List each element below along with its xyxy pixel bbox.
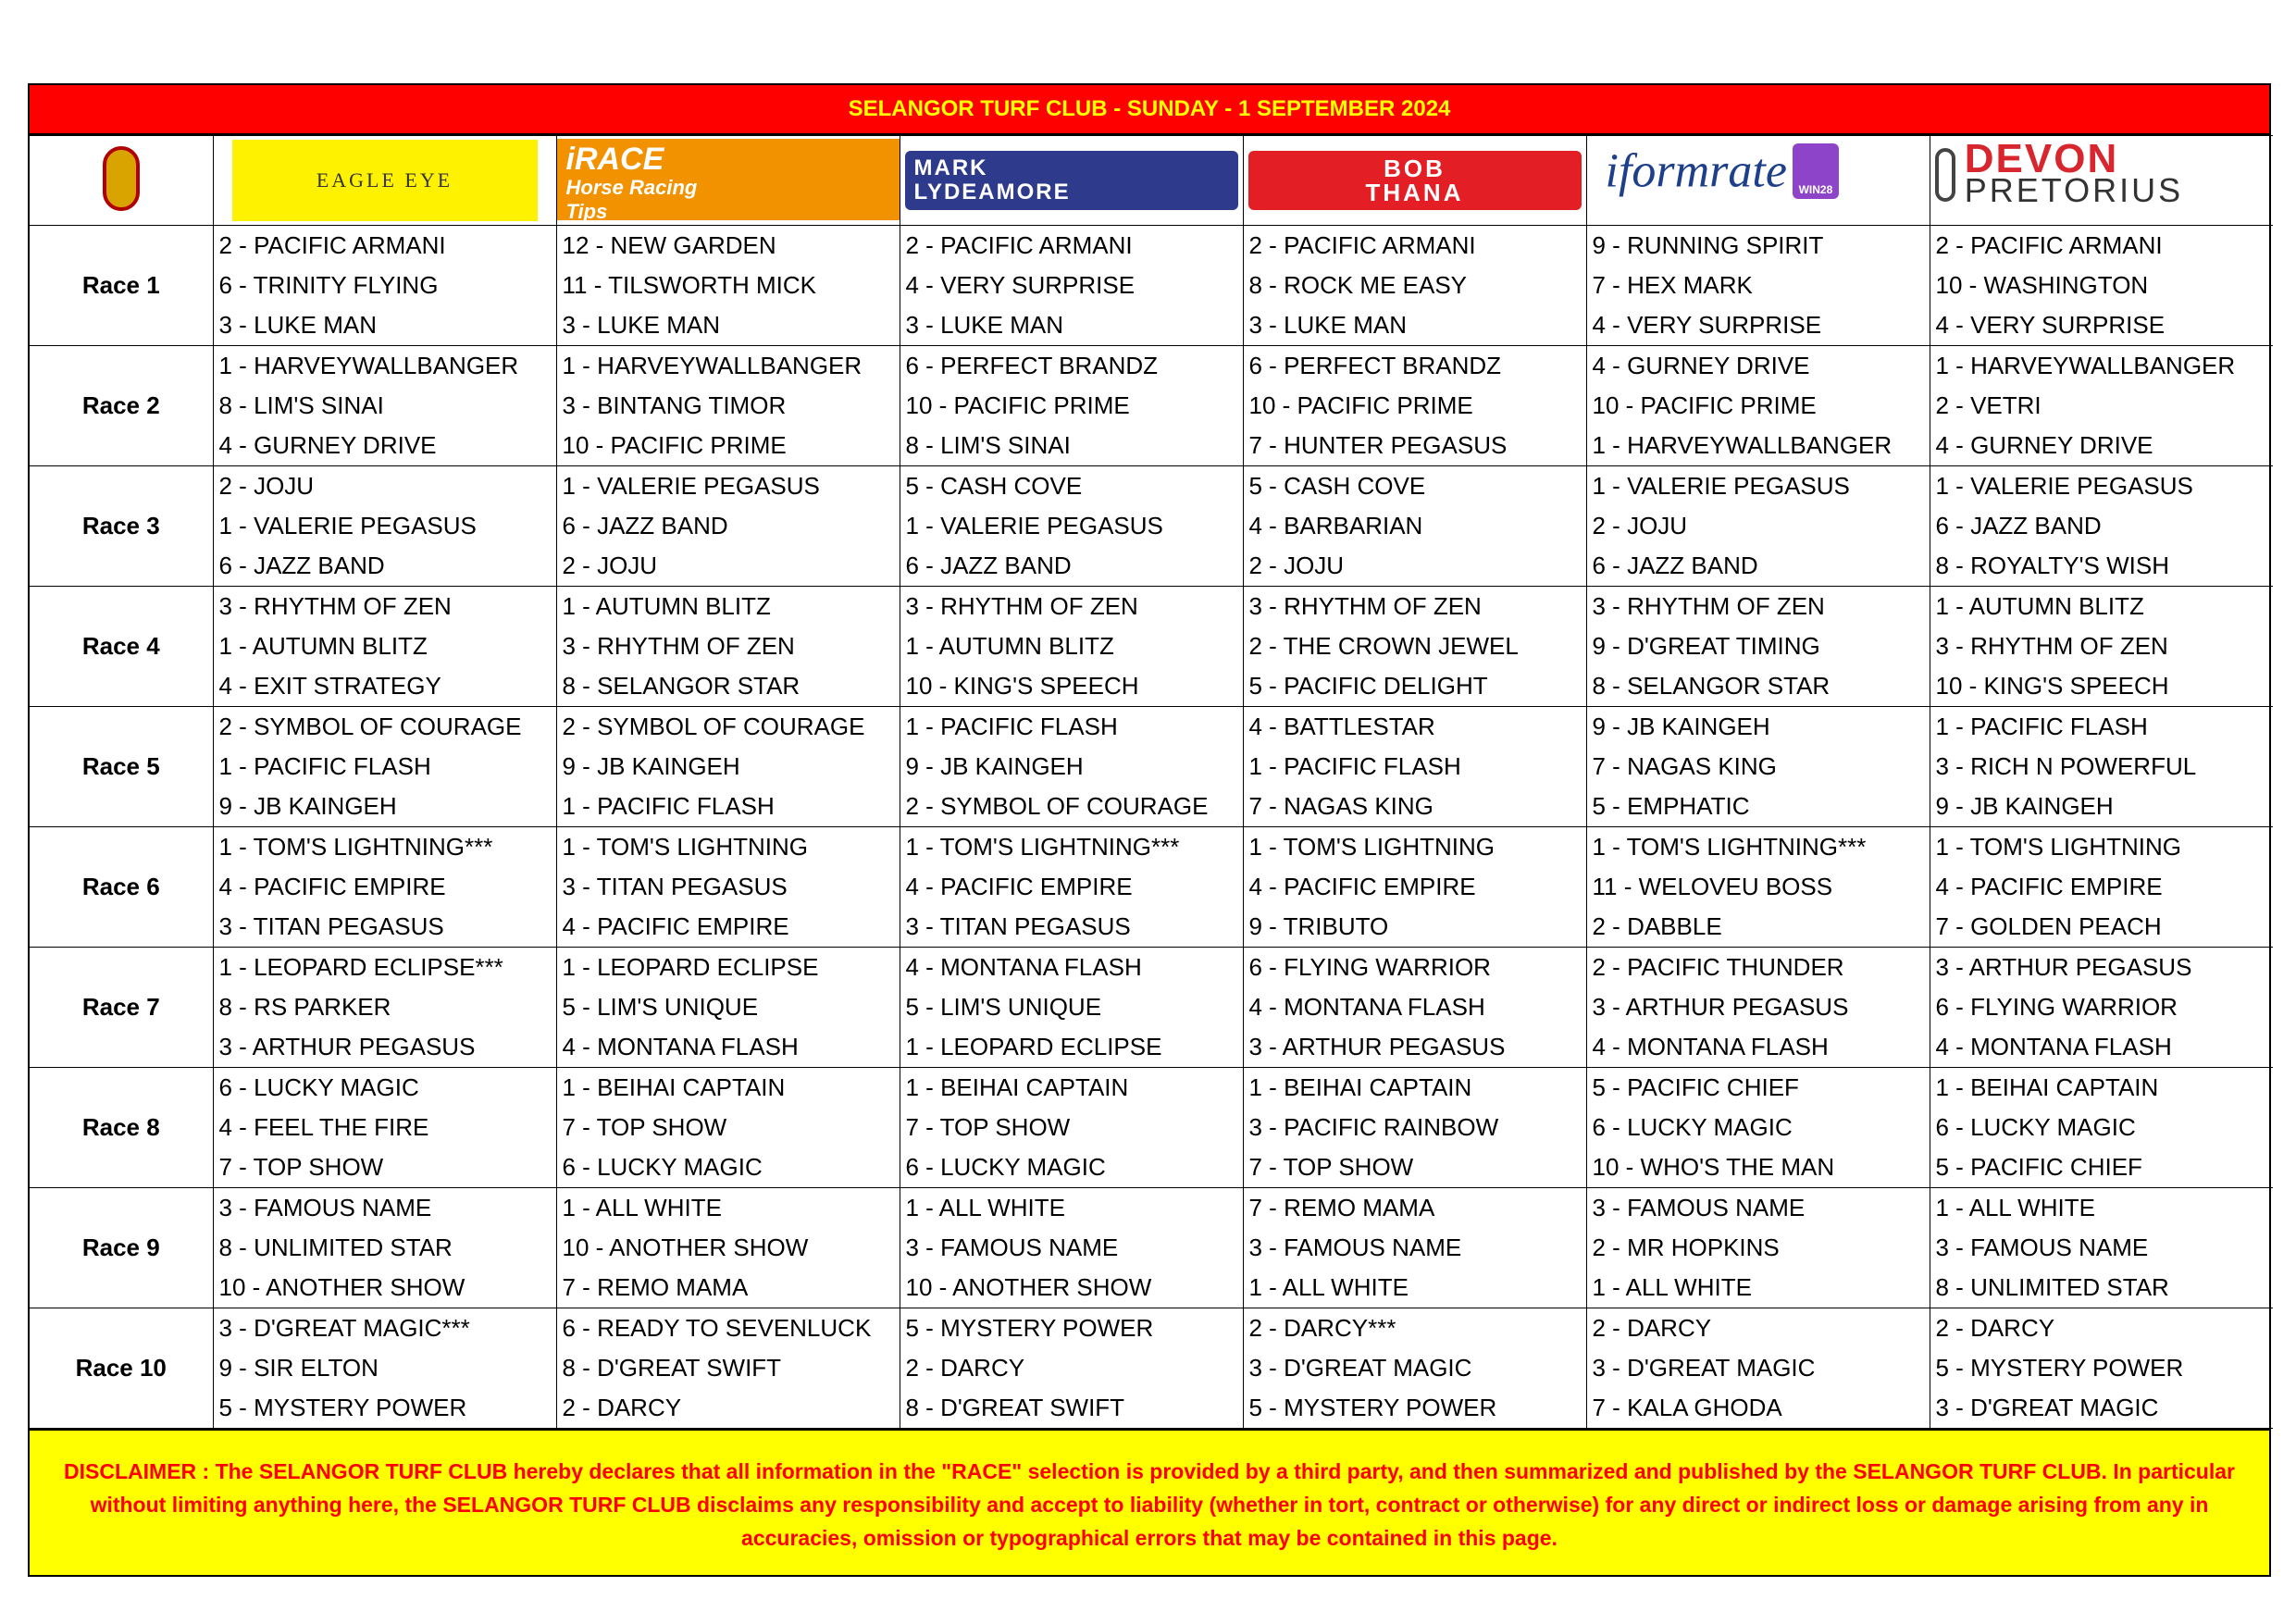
horse-pick: 4 - PACIFIC EMPIRE (218, 873, 446, 900)
horse-pick: 7 - REMO MAMA (562, 1273, 749, 1301)
horse-pick: 5 - MYSTERY POWER (905, 1314, 1154, 1342)
tipster-selection-cell (213, 1188, 556, 1308)
race-row (30, 707, 2273, 827)
horse-pick: 3 - ARTHUR PEGASUS (1592, 993, 1849, 1021)
horse-pick: 3 - ARTHUR PEGASUS (1248, 1033, 1506, 1060)
horse-pick: 4 - MONTANA FLASH (1592, 1033, 1829, 1060)
race-row (30, 466, 2273, 587)
tipster-selection-cell (1930, 827, 2273, 948)
race-label: Race 8 (30, 1068, 213, 1188)
horse-pick: 6 - LUCKY MAGIC (218, 1073, 419, 1101)
horse-pick: 9 - JB KAINGEH (218, 792, 397, 820)
horse-pick: 4 - BATTLESTAR (1248, 713, 1435, 740)
tips-table (30, 135, 2273, 1429)
tipster-selection-cell (1930, 346, 2273, 466)
horse-pick: 1 - TOM'S LIGHTNING (1248, 833, 1495, 861)
horse-pick: 1 - AUTUMN BLITZ (562, 592, 771, 620)
horse-pick: 3 - FAMOUS NAME (905, 1233, 1119, 1261)
eagle-eye-logo-cell (213, 136, 556, 226)
horse-pick: 1 - ALL WHITE (1248, 1273, 1409, 1301)
tipster-selection-cell (1243, 466, 1586, 587)
horse-pick: 5 - LIM'S UNIQUE (562, 993, 759, 1021)
horse-pick: 12 - NEW GARDEN (562, 231, 776, 259)
irace-logo (557, 139, 900, 223)
horse-pick: 5 - PACIFIC DELIGHT (1248, 672, 1488, 700)
horse-pick: 7 - HEX MARK (1592, 271, 1753, 299)
tipster-selection-cell (1586, 1308, 1930, 1429)
horse-pick: 8 - D'GREAT SWIFT (905, 1394, 1125, 1421)
horse-pick: 9 - SIR ELTON (218, 1354, 379, 1382)
horse-pick: 6 - LUCKY MAGIC (905, 1153, 1106, 1181)
tipster-selection-cell (556, 707, 900, 827)
horse-pick: 6 - LUCKY MAGIC (1592, 1113, 1793, 1141)
horse-pick: 5 - MYSTERY POWER (218, 1394, 467, 1421)
horse-pick: 1 - AUTUMN BLITZ (905, 632, 1114, 660)
race-row (30, 827, 2273, 948)
horse-pick: 7 - KALA GHODA (1592, 1394, 1782, 1421)
horse-pick: 1 - VALERIE PEGASUS (562, 472, 820, 500)
horse-pick: 3 - FAMOUS NAME (218, 1194, 432, 1221)
race-label: Race 2 (30, 346, 213, 466)
horse-pick: 8 - LIM'S SINAI (905, 431, 1071, 459)
horse-pick: 6 - FLYING WARRIOR (1248, 953, 1491, 981)
horse-pick: 4 - EXIT STRATEGY (218, 672, 441, 700)
horse-pick: 1 - TOM'S LIGHTNING (1935, 833, 2181, 861)
race-label: Race 1 (30, 226, 213, 346)
horse-pick: 3 - PACIFIC RAINBOW (1248, 1113, 1499, 1141)
horse-pick: 9 - JB KAINGEH (562, 752, 740, 780)
horse-pick: 1 - PACIFIC FLASH (905, 713, 1118, 740)
tipster-selection-cell (1930, 466, 2273, 587)
tipster-selection-cell (213, 1308, 556, 1429)
tipster-selection-cell (900, 1068, 1243, 1188)
race-label: Race 5 (30, 707, 213, 827)
horse-pick: 9 - D'GREAT TIMING (1592, 632, 1820, 660)
horse-pick: 9 - JB KAINGEH (905, 752, 1084, 780)
horse-pick: 1 - VALERIE PEGASUS (1935, 472, 2193, 500)
iformrate-logo-cell (1586, 136, 1930, 226)
horse-pick: 1 - ALL WHITE (1935, 1194, 2095, 1221)
horse-pick: 5 - PACIFIC CHIEF (1592, 1073, 1799, 1101)
tipster-selection-cell (1243, 1188, 1586, 1308)
horse-pick: 8 - UNLIMITED STAR (218, 1233, 453, 1261)
horse-pick: 2 - JOJU (218, 472, 315, 500)
horse-pick: 2 - PACIFIC THUNDER (1592, 953, 1844, 981)
horse-pick: 1 - PACIFIC FLASH (1248, 752, 1461, 780)
horse-pick: 1 - TOM'S LIGHTNING*** (1592, 833, 1867, 861)
horse-pick: 10 - ANOTHER SHOW (905, 1273, 1152, 1301)
tipster-selection-cell (1586, 827, 1930, 948)
horse-pick: 3 - LUKE MAN (905, 311, 1063, 339)
horse-pick: 11 - TILSWORTH MICK (562, 271, 816, 299)
horse-pick: 2 - PACIFIC ARMANI (905, 231, 1133, 259)
tipster-selection-cell (556, 1308, 900, 1429)
mark-logo-line1: MARK (913, 155, 988, 180)
devon-logo-line1: DEVON (1964, 136, 2119, 181)
horse-pick: 3 - FAMOUS NAME (1248, 1233, 1462, 1261)
tipster-selection-cell (213, 827, 556, 948)
tipster-selection-cell (1930, 948, 2273, 1068)
horse-pick: 6 - LUCKY MAGIC (562, 1153, 763, 1181)
tipster-selection-cell (1930, 1068, 2273, 1188)
horse-pick: 8 - SELANGOR STAR (1592, 672, 1831, 700)
horse-pick: 4 - VERY SURPRISE (1935, 311, 2166, 339)
tipster-selection-cell (213, 707, 556, 827)
horse-pick: 1 - AUTUMN BLITZ (1935, 592, 2144, 620)
horse-pick: 1 - HARVEYWALLBANGER (218, 352, 519, 379)
tipster-selection-cell (556, 587, 900, 707)
horse-pick: 1 - HARVEYWALLBANGER (1935, 352, 2236, 379)
horse-pick: 7 - GOLDEN PEACH (1935, 912, 2162, 940)
tipster-selection-cell (1930, 1308, 2273, 1429)
tipster-selection-cell (900, 948, 1243, 1068)
horse-pick: 3 - RHYTHM OF ZEN (218, 592, 452, 620)
horse-pick: 7 - NAGAS KING (1248, 792, 1433, 820)
race-rows (30, 226, 2273, 1429)
horse-pick: 3 - D'GREAT MAGIC*** (218, 1314, 470, 1342)
horse-pick: 1 - PACIFIC FLASH (562, 792, 775, 820)
horse-pick: 6 - JAZZ BAND (218, 552, 385, 579)
horse-pick: 4 - MONTANA FLASH (1935, 1033, 2172, 1060)
horse-pick: 3 - LUKE MAN (1248, 311, 1407, 339)
horse-pick: 10 - KING'S SPEECH (1935, 672, 2169, 700)
club-logo-cell (30, 136, 213, 226)
horse-pick: 3 - TITAN PEGASUS (218, 912, 444, 940)
tipster-selection-cell (1586, 707, 1930, 827)
tipster-selection-cell (1930, 226, 2273, 346)
horse-pick: 2 - DARCY (905, 1354, 1025, 1382)
bob-thana-logo (1248, 151, 1582, 210)
tipster-selection-cell (213, 587, 556, 707)
horse-pick: 10 - KING'S SPEECH (905, 672, 1139, 700)
horse-pick: 1 - LEOPARD ECLIPSE (562, 953, 819, 981)
horse-pick: 8 - RS PARKER (218, 993, 391, 1021)
horse-pick: 3 - FAMOUS NAME (1592, 1194, 1806, 1221)
mark-logo-line2: LYDEAMORE (913, 180, 1071, 205)
horse-pick: 8 - LIM'S SINAI (218, 391, 384, 419)
horse-pick: 7 - TOP SHOW (218, 1153, 384, 1181)
horse-pick: 7 - HUNTER PEGASUS (1248, 431, 1508, 459)
horse-pick: 5 - MYSTERY POWER (1935, 1354, 2184, 1382)
tipster-selection-cell (1586, 587, 1930, 707)
horse-pick: 3 - LUKE MAN (562, 311, 720, 339)
tipster-selection-cell (556, 948, 900, 1068)
horse-pick: 2 - PACIFIC ARMANI (218, 231, 446, 259)
horse-pick: 4 - MONTANA FLASH (905, 953, 1142, 981)
horse-pick: 1 - LEOPARD ECLIPSE (905, 1033, 1162, 1060)
tipster-selection-cell (900, 707, 1243, 827)
horse-pick: 7 - REMO MAMA (1248, 1194, 1435, 1221)
tipster-selection-cell (1243, 948, 1586, 1068)
horse-pick: 10 - ANOTHER SHOW (218, 1273, 465, 1301)
horse-pick: 1 - BEIHAI CAPTAIN (562, 1073, 786, 1101)
horse-pick: 5 - CASH COVE (1248, 472, 1426, 500)
horse-pick: 3 - RICH N POWERFUL (1935, 752, 2197, 780)
horse-pick: 4 - PACIFIC EMPIRE (1248, 873, 1476, 900)
tipster-selection-cell (1930, 587, 2273, 707)
horse-pick: 4 - PACIFIC EMPIRE (905, 873, 1133, 900)
horse-pick: 7 - TOP SHOW (1248, 1153, 1414, 1181)
race-row (30, 1308, 2273, 1429)
horse-pick: 10 - ANOTHER SHOW (562, 1233, 809, 1261)
horse-pick: 3 - TITAN PEGASUS (905, 912, 1131, 940)
tipster-selection-cell (1586, 948, 1930, 1068)
tipster-selection-cell (1243, 1068, 1586, 1188)
horse-pick: 10 - WHO'S THE MAN (1592, 1153, 1835, 1181)
tipster-selection-cell (1586, 1068, 1930, 1188)
horse-pick: 3 - D'GREAT MAGIC (1248, 1354, 1472, 1382)
horse-pick: 1 - TOM'S LIGHTNING (562, 833, 808, 861)
horse-pick: 4 - PACIFIC EMPIRE (1935, 873, 2163, 900)
horse-pick: 5 - LIM'S UNIQUE (905, 993, 1102, 1021)
devon-pretorius-logo (1935, 136, 2268, 217)
horse-pick: 1 - VALERIE PEGASUS (905, 512, 1163, 539)
tipster-selection-cell (1243, 827, 1586, 948)
horse-pick: 2 - JOJU (562, 552, 658, 579)
tipster-selection-cell (556, 1188, 900, 1308)
tipster-selection-cell (556, 226, 900, 346)
irace-logo-cell (556, 136, 900, 226)
devon-logo-line2: PRETORIUS (1964, 171, 2184, 209)
mark-lydeamore-logo (905, 151, 1238, 210)
tipster-selection-cell (900, 466, 1243, 587)
bob-logo-line1: BOB (1384, 155, 1446, 182)
tipster-selection-cell (1243, 346, 1586, 466)
horse-pick: 2 - PACIFIC ARMANI (1248, 231, 1476, 259)
horse-pick: 3 - FAMOUS NAME (1935, 1233, 2149, 1261)
horse-pick: 4 - VERY SURPRISE (1592, 311, 1822, 339)
horse-pick: 9 - JB KAINGEH (1592, 713, 1770, 740)
race-row (30, 587, 2273, 707)
tipster-selection-cell (900, 827, 1243, 948)
race-row (30, 1068, 2273, 1188)
irace-logo-sub1: Horse Racing (565, 175, 698, 199)
horse-pick: 3 - RHYTHM OF ZEN (1248, 592, 1482, 620)
horse-pick: 5 - CASH COVE (905, 472, 1083, 500)
tipster-selection-cell (900, 226, 1243, 346)
irace-logo-title: iRACE (565, 141, 664, 177)
horse-pick: 10 - PACIFIC PRIME (562, 431, 787, 459)
horse-pick: 2 - SYMBOL OF COURAGE (218, 713, 522, 740)
horse-pick: 6 - TRINITY FLYING (218, 271, 439, 299)
disclaimer: DISCLAIMER : The SELANGOR TURF CLUB hereby declares that all information in the "RACE" selection is provided by a third party, and then summarized and published by the SELANGOR TURF CLUB. In particular without limiting anything here, the SELANGOR TURF CLUB disclaims any responsibility and accept to liability (whether in tort, contract or otherwise) for any direct or indirect loss or damage arising from any in accuracies, omission or typographical errors that may be contained in this page. (30, 1429, 2269, 1575)
race-label: Race 10 (30, 1308, 213, 1429)
horse-pick: 6 - PERFECT BRANDZ (1248, 352, 1502, 379)
horse-pick: 9 - TRIBUTO (1248, 912, 1389, 940)
horse-pick: 3 - ARTHUR PEGASUS (218, 1033, 476, 1060)
tipster-selection-cell (1243, 1308, 1586, 1429)
horse-pick: 10 - WASHINGTON (1935, 271, 2149, 299)
iformrate-logo (1606, 143, 1911, 217)
horse-pick: 3 - D'GREAT MAGIC (1592, 1354, 1816, 1382)
horse-pick: 6 - FLYING WARRIOR (1935, 993, 2178, 1021)
horse-pick: 1 - VALERIE PEGASUS (218, 512, 477, 539)
horse-pick: 2 - MR HOPKINS (1592, 1233, 1780, 1261)
horse-pick: 2 - THE CROWN JEWEL (1248, 632, 1519, 660)
devon-logo-cell (1930, 136, 2273, 226)
horse-pick: 3 - TITAN PEGASUS (562, 873, 788, 900)
horse-pick: 4 - MONTANA FLASH (1248, 993, 1485, 1021)
mark-logo-cell (900, 136, 1243, 226)
tipster-selection-cell (213, 948, 556, 1068)
tipster-selection-cell (900, 587, 1243, 707)
horse-pick: 1 - PACIFIC FLASH (1935, 713, 2148, 740)
horse-pick: 6 - JAZZ BAND (562, 512, 728, 539)
race-row (30, 948, 2273, 1068)
horse-pick: 3 - RHYTHM OF ZEN (1935, 632, 2168, 660)
horse-pick: 7 - NAGAS KING (1592, 752, 1777, 780)
horse-pick: 1 - BEIHAI CAPTAIN (1935, 1073, 2159, 1101)
tipster-selection-cell (556, 1068, 900, 1188)
tipster-selection-cell (900, 1188, 1243, 1308)
horse-pick: 2 - VETRI (1935, 391, 2042, 419)
horse-pick: 9 - JB KAINGEH (1935, 792, 2114, 820)
horse-pick: 3 - D'GREAT MAGIC (1935, 1394, 2159, 1421)
tipster-selection-cell (1586, 226, 1930, 346)
horse-pick: 3 - RHYTHM OF ZEN (905, 592, 1138, 620)
tipster-selection-cell (1243, 707, 1586, 827)
horse-pick: 8 - ROYALTY'S WISH (1935, 552, 2169, 579)
tipster-selection-cell (213, 1068, 556, 1188)
horse-pick: 1 - ALL WHITE (562, 1194, 722, 1221)
tipster-selection-cell (1586, 346, 1930, 466)
horse-pick: 9 - RUNNING SPIRIT (1592, 231, 1824, 259)
horse-pick: 4 - FEEL THE FIRE (218, 1113, 429, 1141)
horse-pick: 4 - PACIFIC EMPIRE (562, 912, 789, 940)
race-label: Race 6 (30, 827, 213, 948)
horse-pick: 8 - ROCK ME EASY (1248, 271, 1467, 299)
page-title: SELANGOR TURF CLUB - SUNDAY - 1 SEPTEMBER 2024 (30, 85, 2269, 135)
tips-sheet (28, 83, 2271, 1577)
horse-pick: 10 - PACIFIC PRIME (1248, 391, 1473, 419)
horse-pick: 1 - AUTUMN BLITZ (218, 632, 428, 660)
tipster-selection-cell (900, 1308, 1243, 1429)
horse-pick: 1 - PACIFIC FLASH (218, 752, 431, 780)
horse-pick: 4 - GURNEY DRIVE (1935, 431, 2153, 459)
race-row (30, 226, 2273, 346)
horse-pick: 4 - MONTANA FLASH (562, 1033, 799, 1060)
irace-logo-sub2: Tips (565, 199, 608, 223)
horse-pick: 10 - PACIFIC PRIME (905, 391, 1130, 419)
race-label: Race 4 (30, 587, 213, 707)
horse-pick: 1 - BEIHAI CAPTAIN (1248, 1073, 1472, 1101)
horse-pick: 3 - RHYTHM OF ZEN (562, 632, 795, 660)
horse-pick: 2 - DARCY*** (1248, 1314, 1396, 1342)
horse-pick: 2 - DARCY (1935, 1314, 2055, 1342)
race-label: Race 7 (30, 948, 213, 1068)
horse-pick: 2 - DABBLE (1592, 912, 1722, 940)
horse-pick: 6 - PERFECT BRANDZ (905, 352, 1159, 379)
race-label: Race 9 (30, 1188, 213, 1308)
horse-pick: 11 - WELOVEU BOSS (1592, 873, 1833, 900)
horse-pick: 1 - BEIHAI CAPTAIN (905, 1073, 1129, 1101)
tipster-selection-cell (213, 226, 556, 346)
microphone-icon (1935, 148, 1955, 202)
tipster-header-row (30, 136, 2273, 226)
horse-pick: 1 - ALL WHITE (905, 1194, 1065, 1221)
horse-pick: 3 - LUKE MAN (218, 311, 377, 339)
horse-pick: 6 - LUCKY MAGIC (1935, 1113, 2136, 1141)
horse-pick: 4 - GURNEY DRIVE (218, 431, 437, 459)
horse-pick: 6 - JAZZ BAND (905, 552, 1072, 579)
horse-pick: 7 - TOP SHOW (562, 1113, 727, 1141)
horse-pick: 4 - GURNEY DRIVE (1592, 352, 1810, 379)
tipster-selection-cell (1930, 1188, 2273, 1308)
horse-pick: 1 - HARVEYWALLBANGER (1592, 431, 1893, 459)
horse-pick: 5 - MYSTERY POWER (1248, 1394, 1497, 1421)
race-row (30, 346, 2273, 466)
race-row (30, 1188, 2273, 1308)
eagle-eye-logo: EAGLE EYE (232, 140, 538, 221)
bob-logo-line2: THANA (1365, 179, 1464, 206)
horse-pick: 6 - JAZZ BAND (1935, 512, 2102, 539)
tipster-selection-cell (213, 466, 556, 587)
horse-pick: 10 - PACIFIC PRIME (1592, 391, 1817, 419)
horse-pick: 3 - RHYTHM OF ZEN (1592, 592, 1825, 620)
horse-pick: 1 - VALERIE PEGASUS (1592, 472, 1850, 500)
tipster-selection-cell (1586, 466, 1930, 587)
horse-pick: 7 - TOP SHOW (905, 1113, 1071, 1141)
tipster-selection-cell (1930, 707, 2273, 827)
horse-pick: 1 - ALL WHITE (1592, 1273, 1752, 1301)
horse-pick: 2 - DARCY (1592, 1314, 1712, 1342)
win28-badge-icon: WIN28 (1793, 143, 1839, 199)
horse-pick: 8 - D'GREAT SWIFT (562, 1354, 782, 1382)
tipster-selection-cell (556, 827, 900, 948)
horse-pick: 2 - JOJU (1592, 512, 1688, 539)
tipster-selection-cell (1243, 587, 1586, 707)
bob-logo-cell (1243, 136, 1586, 226)
horse-pick: 1 - TOM'S LIGHTNING*** (905, 833, 1180, 861)
tipster-selection-cell (1586, 1188, 1930, 1308)
horse-pick: 6 - JAZZ BAND (1592, 552, 1758, 579)
horse-pick: 2 - JOJU (1248, 552, 1345, 579)
horse-pick: 4 - BARBARIAN (1248, 512, 1423, 539)
horse-pick: 3 - ARTHUR PEGASUS (1935, 953, 2192, 981)
race-label: Race 3 (30, 466, 213, 587)
club-logo-icon (103, 146, 140, 211)
horse-pick: 1 - TOM'S LIGHTNING*** (218, 833, 493, 861)
horse-pick: 4 - VERY SURPRISE (905, 271, 1136, 299)
horse-pick: 5 - EMPHATIC (1592, 792, 1750, 820)
horse-pick: 6 - READY TO SEVENLUCK (562, 1314, 872, 1342)
tipster-selection-cell (556, 466, 900, 587)
horse-pick: 8 - UNLIMITED STAR (1935, 1273, 2169, 1301)
horse-pick: 2 - SYMBOL OF COURAGE (562, 713, 865, 740)
tipster-selection-cell (900, 346, 1243, 466)
horse-pick: 2 - PACIFIC ARMANI (1935, 231, 2163, 259)
tipster-selection-cell (1243, 226, 1586, 346)
horse-pick: 2 - SYMBOL OF COURAGE (905, 792, 1209, 820)
iformrate-wordmark: iformrate (1605, 144, 1787, 198)
horse-pick: 1 - LEOPARD ECLIPSE*** (218, 953, 503, 981)
horse-pick: 5 - PACIFIC CHIEF (1935, 1153, 2142, 1181)
horse-pick: 1 - HARVEYWALLBANGER (562, 352, 863, 379)
tipster-selection-cell (213, 346, 556, 466)
horse-pick: 2 - DARCY (562, 1394, 682, 1421)
horse-pick: 8 - SELANGOR STAR (562, 672, 800, 700)
tipster-selection-cell (556, 346, 900, 466)
horse-pick: 3 - BINTANG TIMOR (562, 391, 787, 419)
